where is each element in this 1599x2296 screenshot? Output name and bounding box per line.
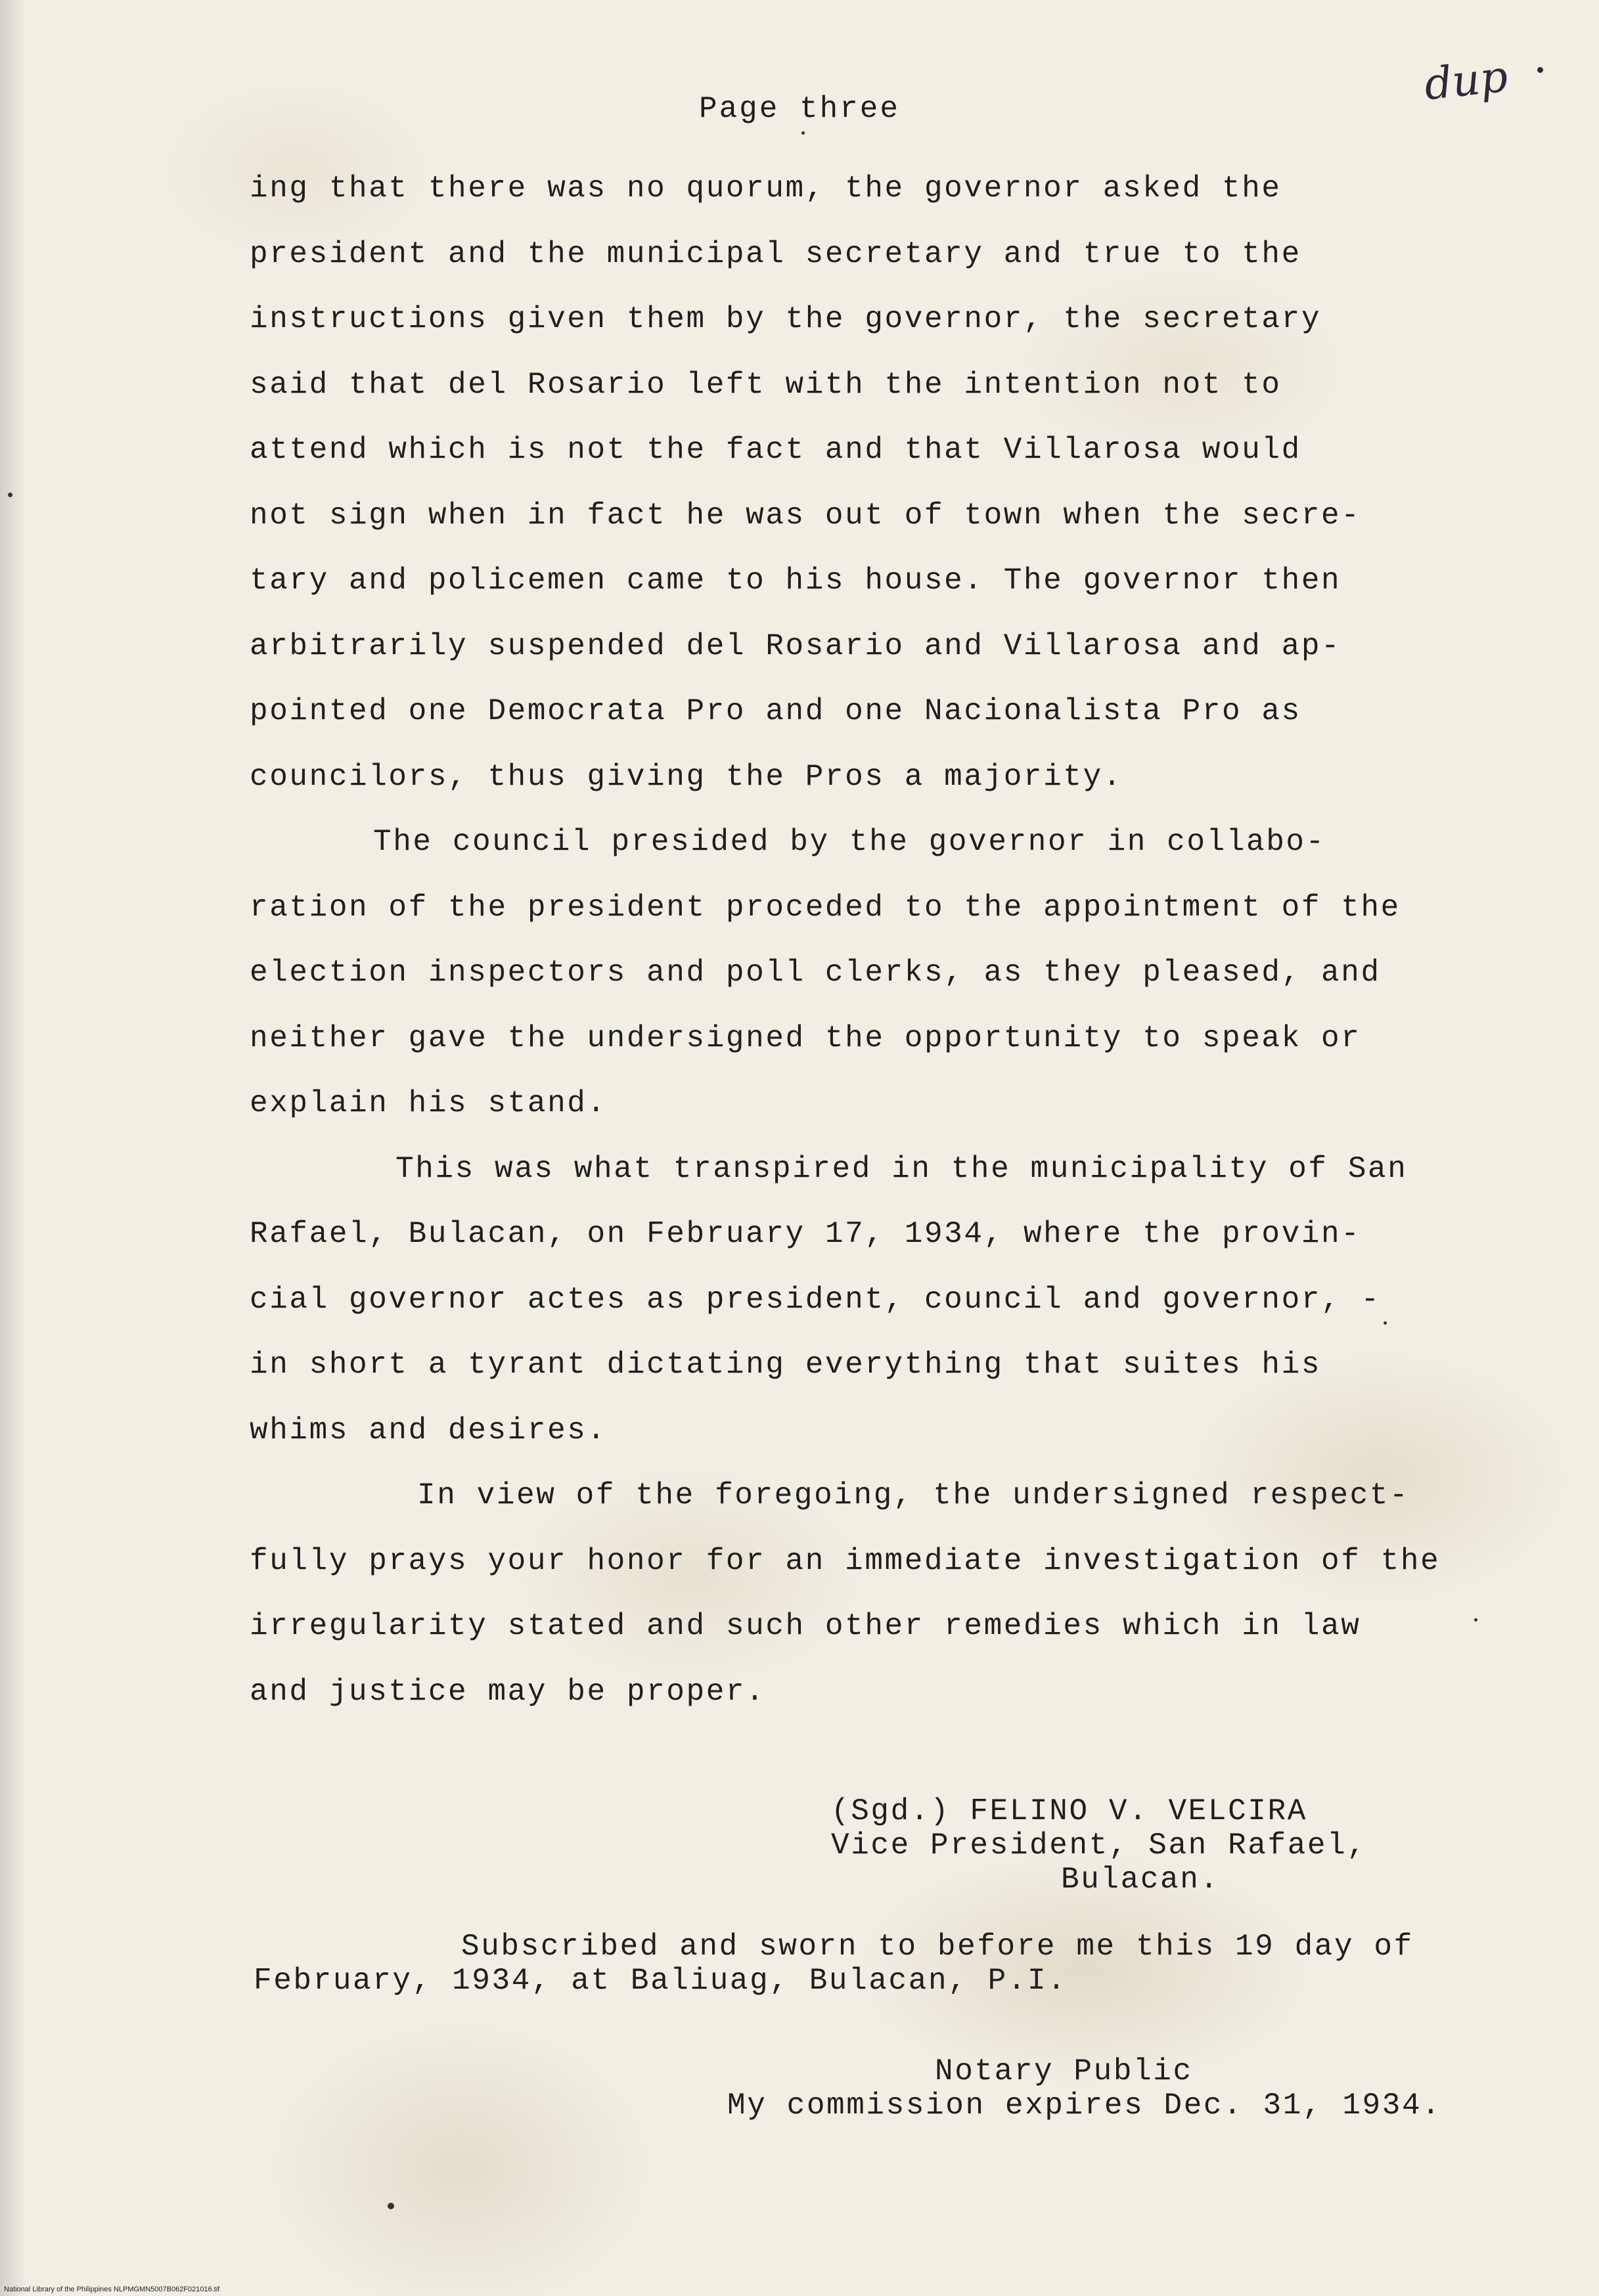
ink-speck: [1474, 1618, 1477, 1622]
annotation-mark: [1537, 67, 1543, 73]
text-line: in short a tyrant dictating everything that suites his: [250, 1348, 1322, 1382]
text-line: fully prays your honor for an immediate investigation of the: [250, 1543, 1441, 1578]
signer-title: Vice President, San Rafael,: [831, 1828, 1367, 1863]
ink-speck: [8, 493, 12, 497]
text-line: The council presided by the governor in collabo-: [373, 825, 1326, 859]
jurat-line-1: Subscribed and sworn to before me this 19 day of: [461, 1930, 1414, 1964]
archive-footer: National Library of the Philippines NLPMGMN5007B062F021016.tif: [4, 2285, 220, 2293]
jurat: [254, 1930, 1414, 1998]
text-line: not sign when in fact he was out of town when the secre-: [250, 498, 1361, 533]
text-line: cial governor actes as president, council and governor, -: [250, 1282, 1381, 1317]
notary-title: Notary Public: [935, 2054, 1193, 2088]
signer-place: Bulacan.: [1061, 1863, 1220, 1897]
paragraph-1: [250, 156, 1537, 810]
text-line: whims and desires.: [250, 1413, 607, 1447]
text-line: tary and policemen came to his house. The governor then: [250, 563, 1341, 598]
signature-block: [831, 1794, 1367, 1897]
paragraph-4: [250, 1463, 1537, 1725]
text-line: irregularity stated and such other remedies which in law: [250, 1609, 1361, 1643]
paragraph-2: [250, 810, 1537, 1137]
jurat-line-2: February, 1934, at Baliuag, Bulacan, P.I.: [254, 1964, 1068, 1998]
ink-speck: [801, 131, 805, 135]
text-line: In view of the foregoing, the undersigned respect-: [417, 1478, 1410, 1512]
paragraph-3: [250, 1137, 1537, 1464]
signer-name: (Sgd.) FELINO V. VELCIRA: [831, 1794, 1307, 1828]
text-line: explain his stand.: [250, 1086, 607, 1120]
text-line: councilors, thus giving the Pros a majority.: [250, 759, 1123, 794]
ink-speck: [1384, 1321, 1387, 1325]
text-line: Rafael, Bulacan, on February 17, 1934, where the provin-: [250, 1217, 1361, 1251]
text-line: president and the municipal secretary and true to the: [250, 236, 1301, 271]
ink-speck: [388, 2203, 394, 2209]
text-line: pointed one Democrata Pro and one Nacionalista Pro as: [250, 694, 1301, 728]
text-line: arbitrarily suspended del Rosario and Villarosa and ap-: [250, 629, 1341, 663]
text-line: instructions given them by the governor, the secretary: [250, 302, 1322, 336]
text-line: election inspectors and poll clerks, as they pleased, and: [250, 956, 1381, 990]
notary-commission: My commission expires Dec. 31, 1934.: [727, 2088, 1442, 2123]
notary-block: [727, 2054, 1441, 2123]
text-line: and justice may be proper.: [250, 1674, 766, 1709]
letter-body: [250, 156, 1537, 1725]
text-line: ing that there was no quorum, the governor asked the: [250, 171, 1282, 206]
text-line: This was what transpired in the municipality of San: [395, 1151, 1408, 1186]
page-header: Page three: [698, 92, 901, 126]
text-line: said that del Rosario left with the intention not to: [250, 367, 1282, 402]
text-line: neither gave the undersigned the opportunity to speak or: [250, 1021, 1361, 1055]
text-line: ration of the president proceded to the appointment of the: [250, 890, 1401, 925]
text-line: attend which is not the fact and that Villarosa would: [250, 433, 1301, 467]
handwritten-annotation: dup: [1422, 51, 1510, 110]
